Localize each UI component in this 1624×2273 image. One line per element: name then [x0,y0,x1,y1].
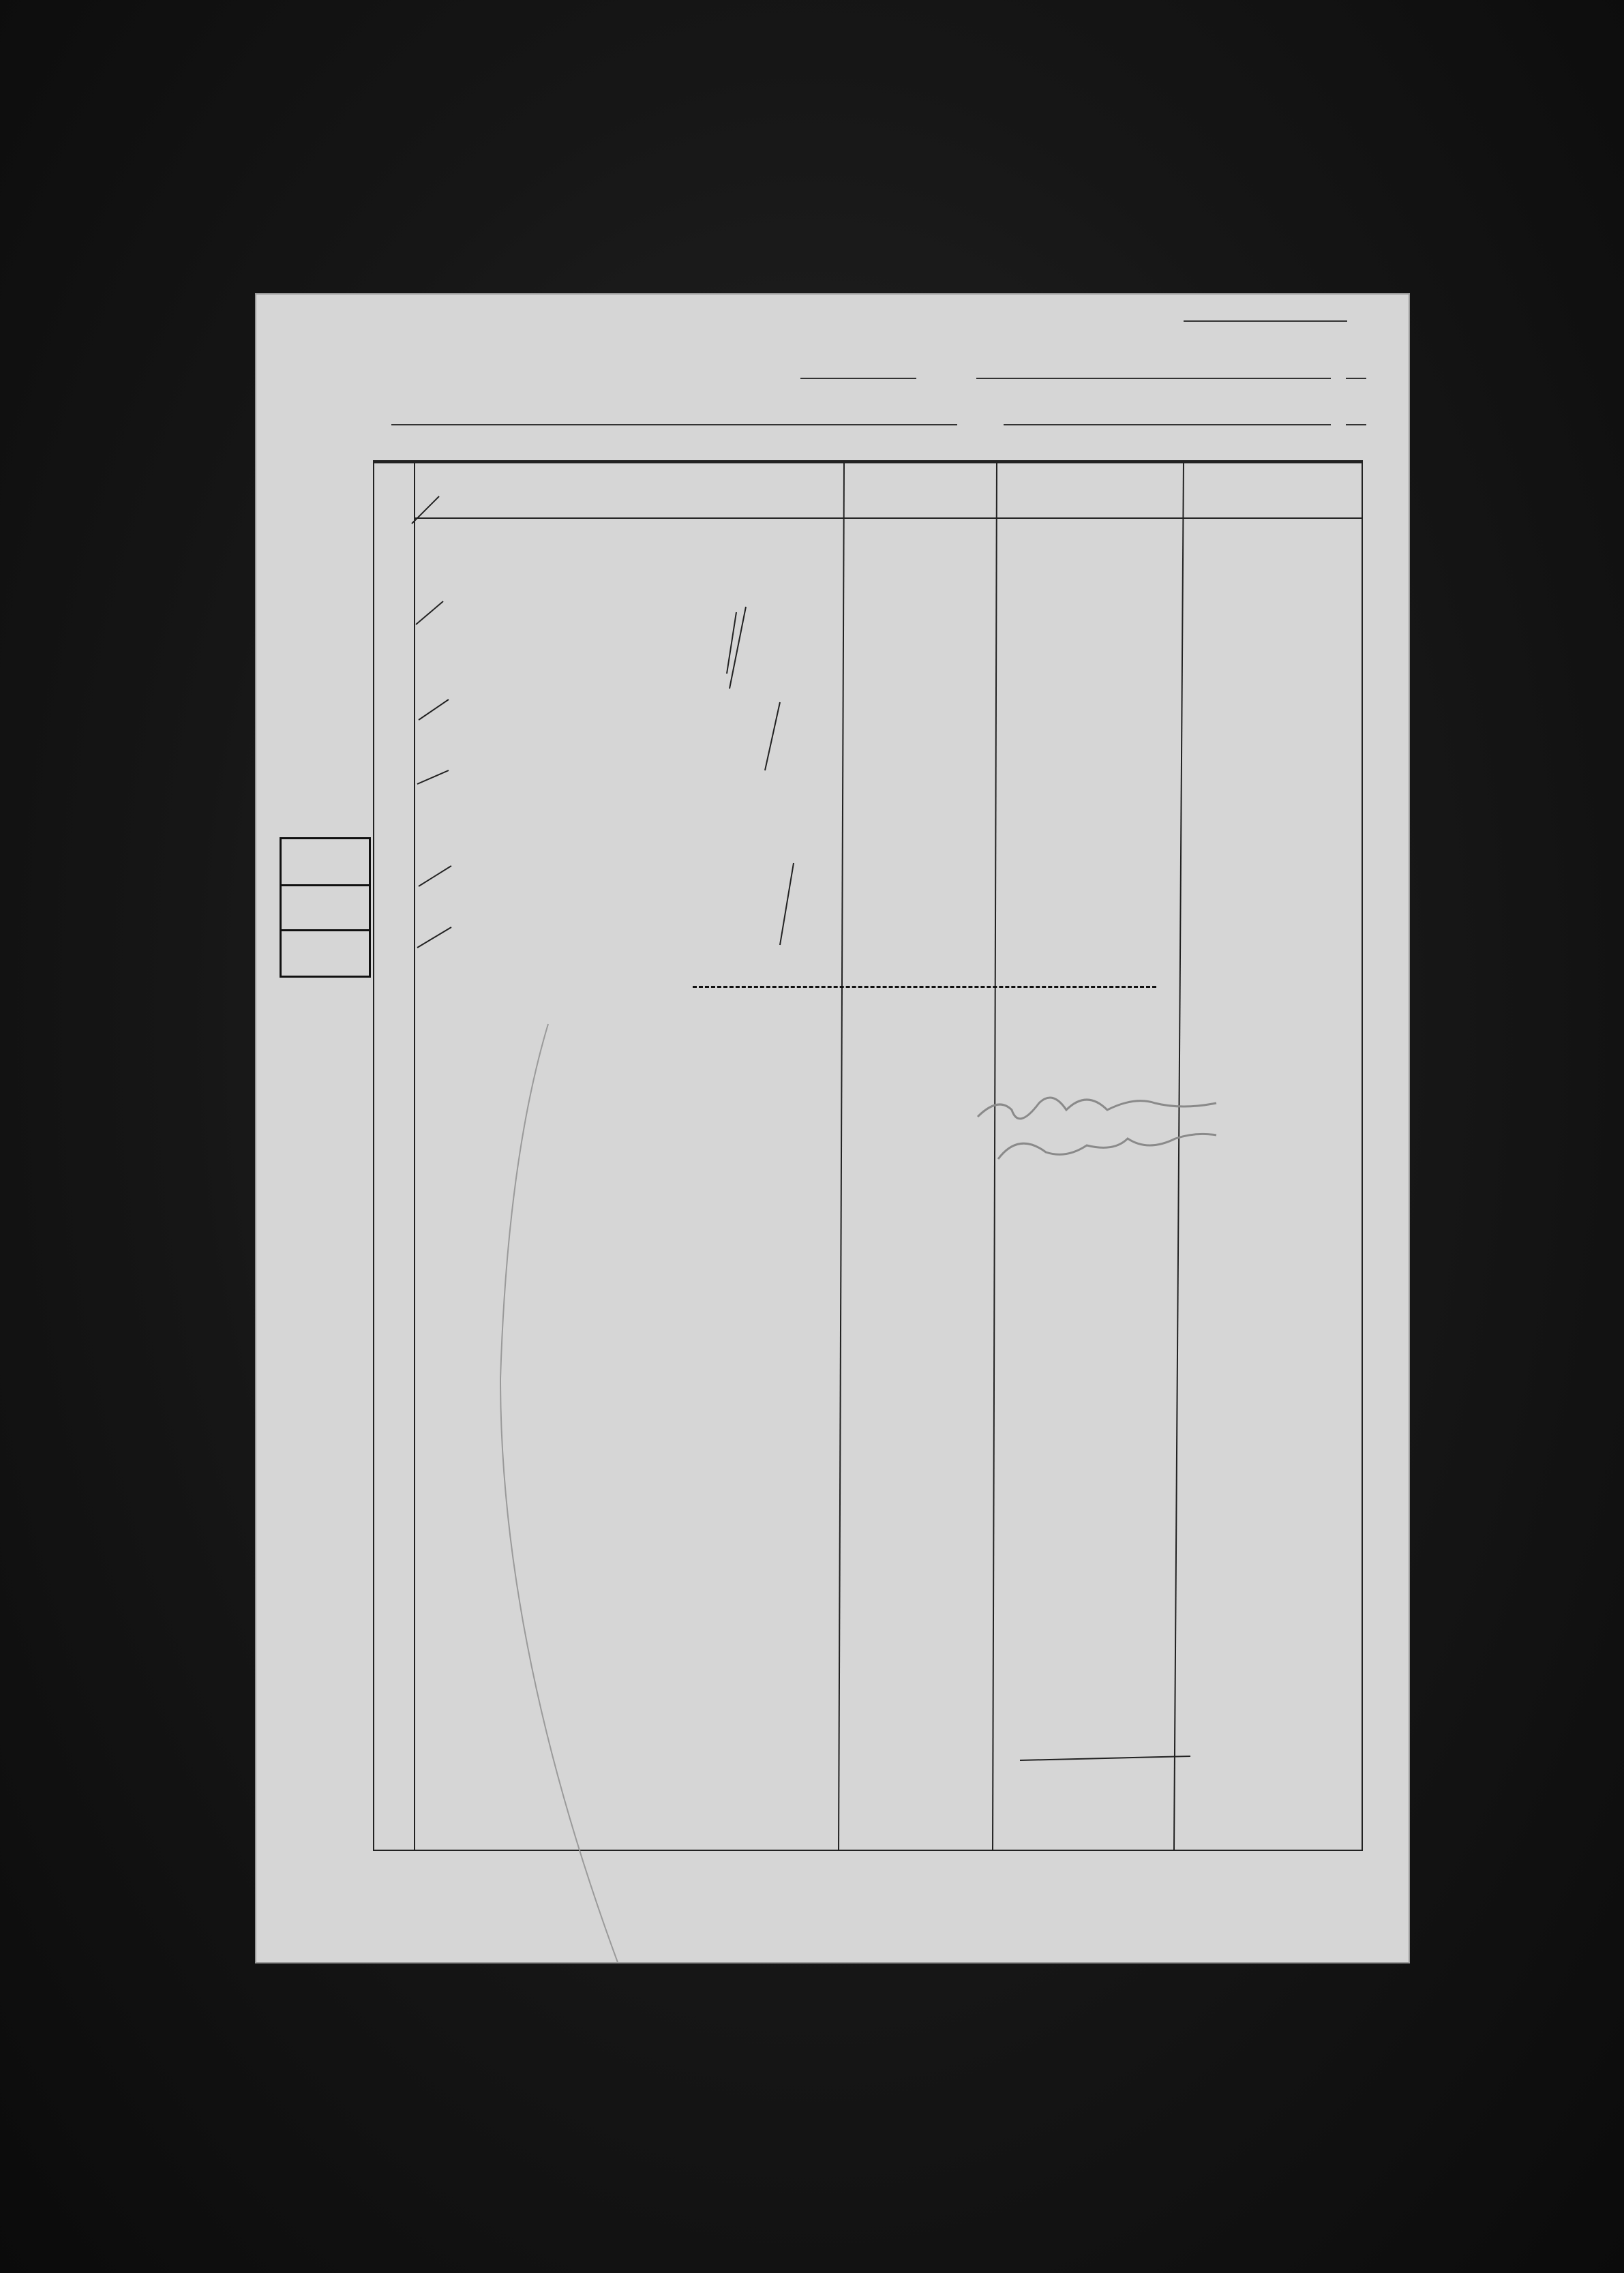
closing-dashes [693,986,1156,988]
table-grid [255,293,1410,1963]
alien-count-stamp [280,837,371,978]
manifest-page [255,293,1410,1963]
